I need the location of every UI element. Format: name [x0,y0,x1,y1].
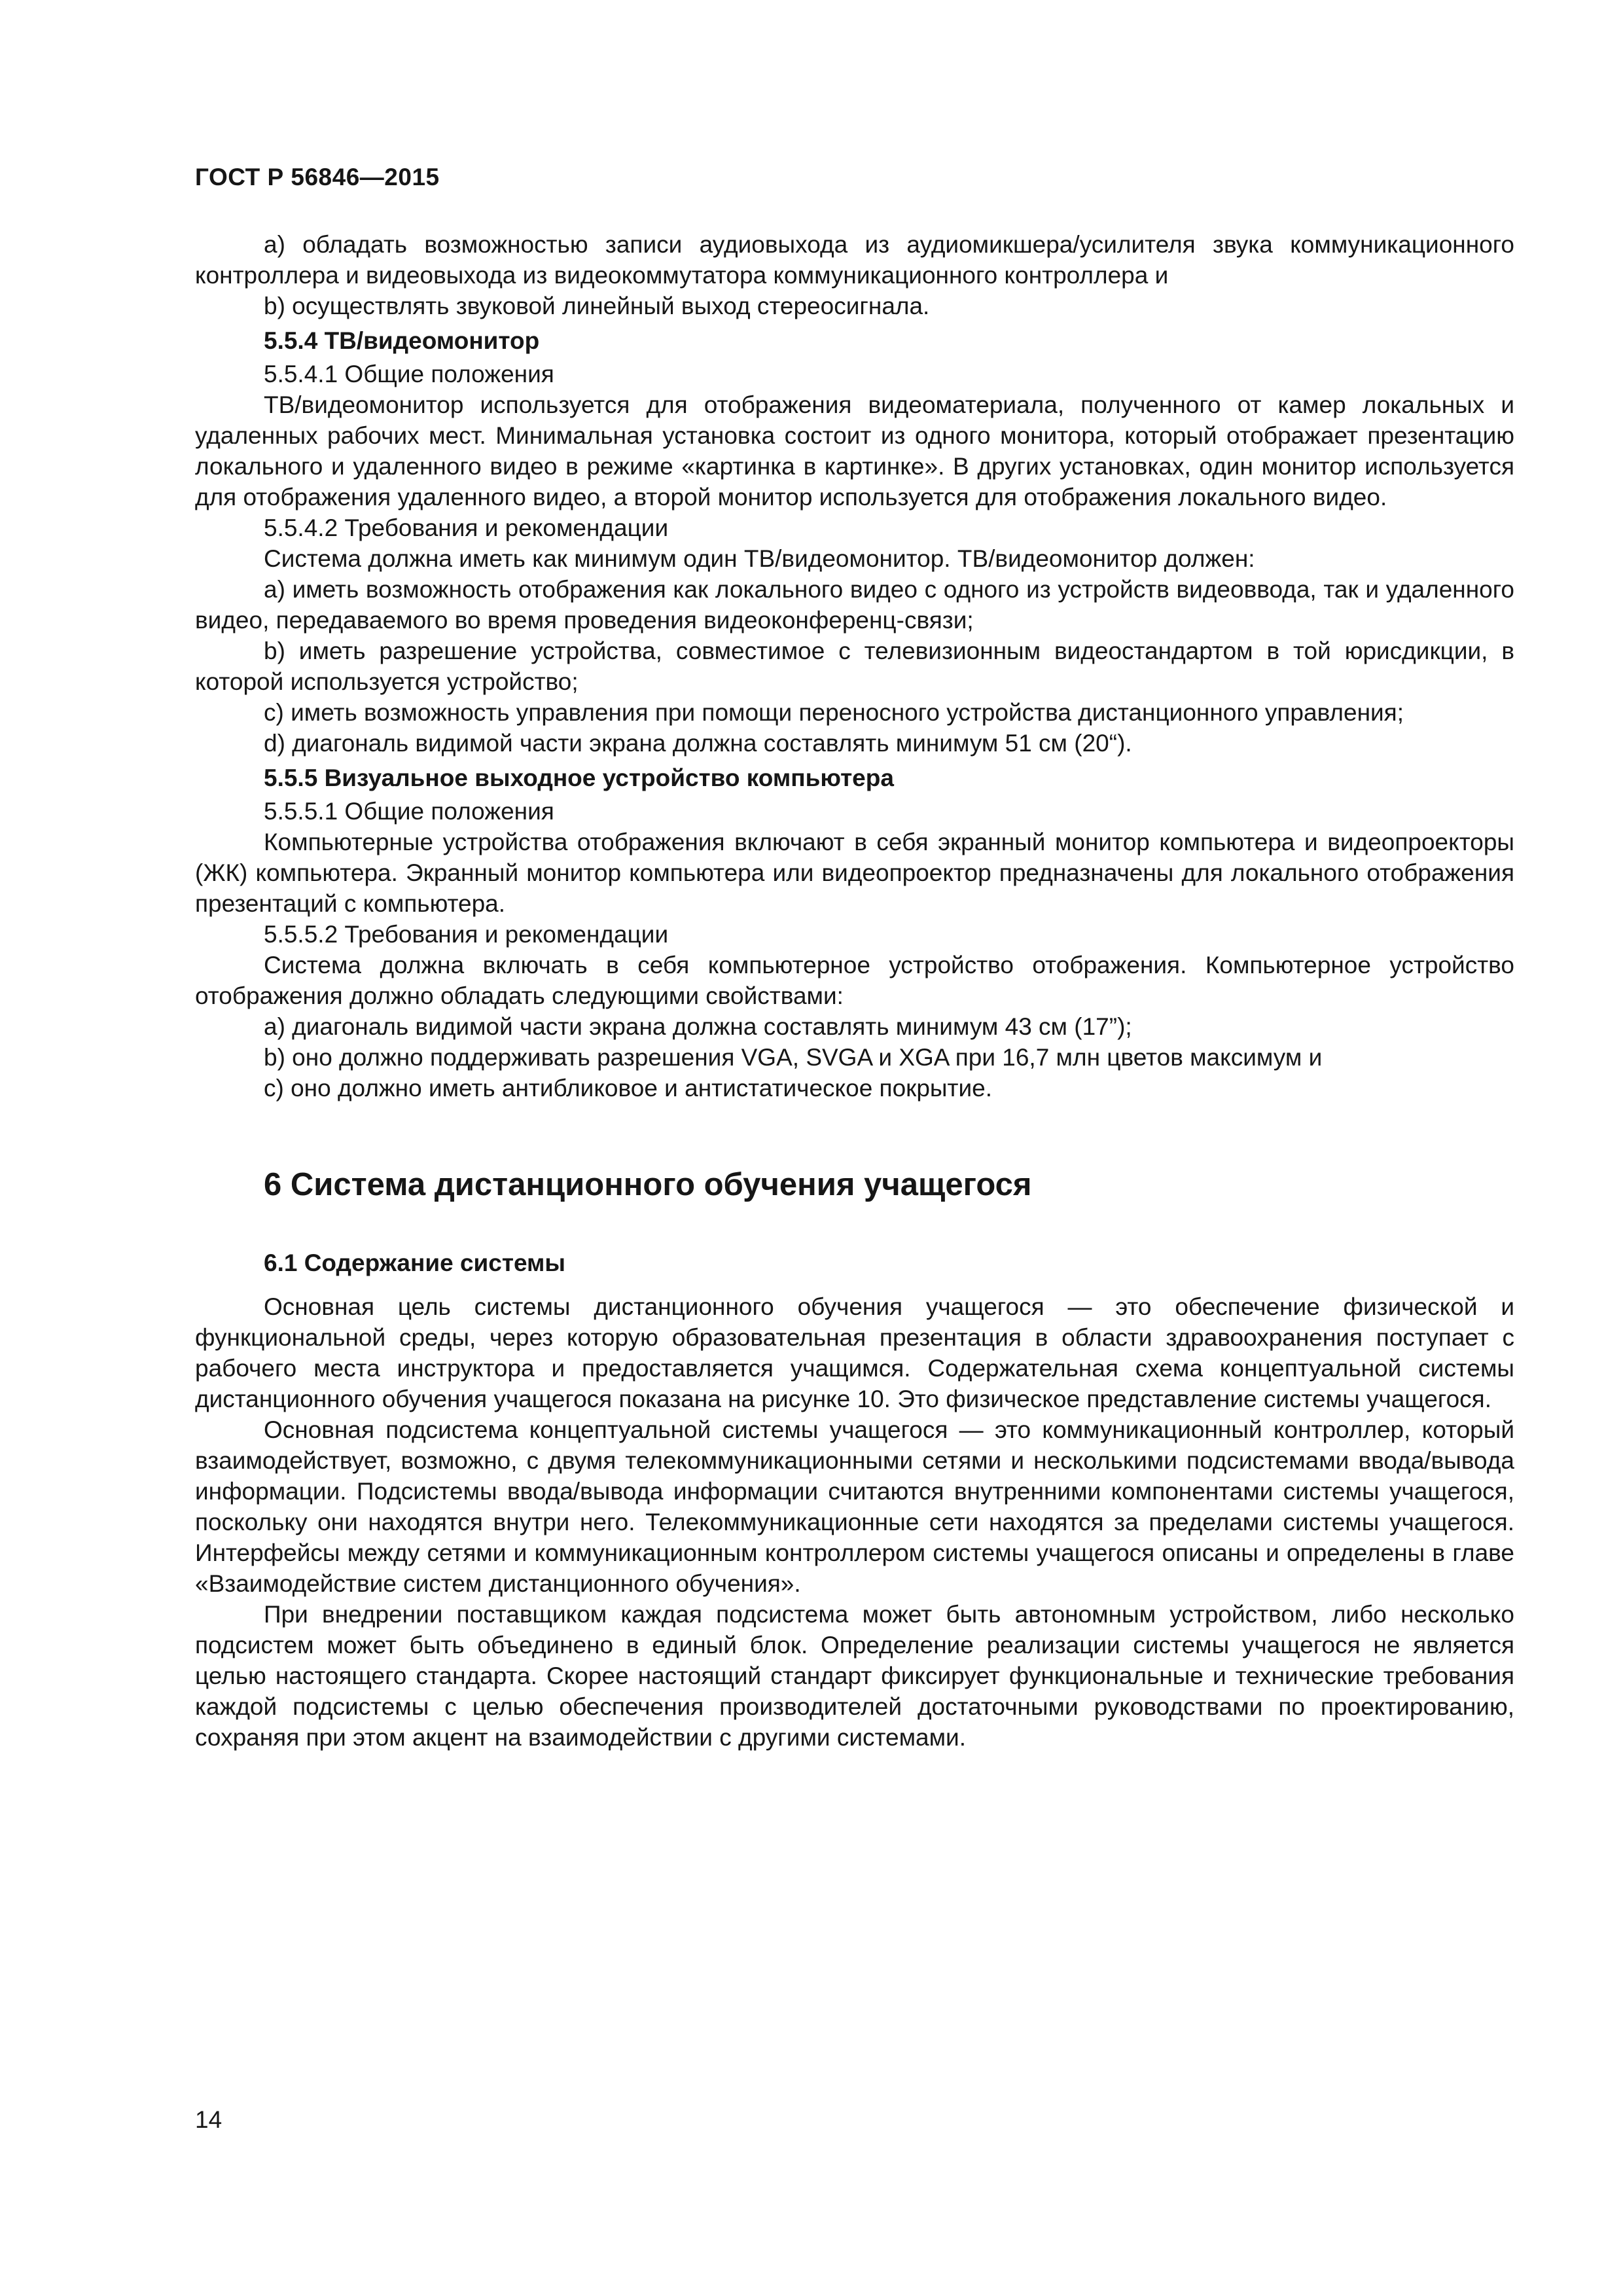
subsection-heading-5-5-5-1: 5.5.5.1 Общие положения [264,798,554,825]
paragraph: При внедрении поставщиком каждая подсистема может быть автономным устройством, либо несколько подсистем может быть объединено в единый блок. Определение реализации системы учащегося не является целью настоящего стандарта. Скорее настоящий стандарт фиксирует функциональные и технические требования каждой подсистемы с целью обеспечения производителей достаточными руководствами по проектированию, сохраняя при этом акцент на взаимодействии с другими системами. [195,1601,1514,1751]
list-item: d) диагональ видимой части экрана должна составлять минимум 51 см (20“). [264,730,1132,757]
subsection-heading-5-5-5-2: 5.5.5.2 Требования и рекомендации [264,921,669,948]
list-item: b) осуществлять звуковой линейный выход стереосигнала. [264,293,930,319]
paragraph: Основная подсистема концептуальной системы учащегося — это коммуникационный контроллер, который взаимодействует, возможно, с двумя телекоммуникационными сетями и несколькими подсистемами ввода/вывода информации. Подсистемы ввода/вывода информации считаются внутренними компонентами системы учащегося, поскольку они находятся внутри него. Телекоммуникационные сети находятся за пределами системы учащегося. Интерфейсы между сетями и коммуникационным контроллером системы учащегося описаны и определены в главе «Взаимодействие систем дистанционного обучения». [195,1416,1514,1597]
section-heading-6-1: 6.1 Содержание системы [264,1249,566,1276]
paragraph: Основная цель системы дистанционного обучения учащегося — это обеспечение физической и функциональной среды, через которую образовательная презентация в области здравоохранения поступает с рабочего места инструктора и предоставляется учащимся. Содержательная схема концептуальной системы дистанционного обучения учащегося показана на рисунке 10. Это физическое представление системы учащегося. [195,1293,1514,1412]
subsection-heading-5-5-4-2: 5.5.4.2 Требования и рекомендации [264,514,669,541]
list-item: b) иметь разрешение устройства, совместимое с телевизионным видеостандартом в той юрисдикции, в которой используется устройство; [195,637,1514,695]
chapter-heading-6: 6 Система дистанционного обучения учащегося [264,1167,1032,1202]
list-item: c) оно должно иметь антибликовое и антистатическое покрытие. [264,1075,992,1102]
subsection-heading-5-5-4-1: 5.5.4.1 Общие положения [264,361,554,387]
document-code: ГОСТ Р 56846—2015 [195,164,440,190]
document-body [195,229,1514,1753]
section-heading-5-5-5: 5.5.5 Визуальное выходное устройство компьютера [264,764,894,791]
list-item: b) оно должно поддерживать разрешения VGA, SVGA и XGA при 16,7 млн цветов максимум и [264,1044,1323,1071]
paragraph: ТВ/видеомонитор используется для отображения видеоматериала, полученного от камер локальных и удаленных рабочих мест. Минимальная установка состоит из одного монитора, который отображает презентацию локального и удаленного видео в режиме «картинка в картинке». В других установках, один монитор используется для отображения удаленного видео, а второй монитор используется для отображения локального видео. [195,391,1514,511]
list-item: а) иметь возможность отображения как локального видео с одного из устройств видеоввода, так и удаленного видео, передаваемого во время проведения видеоконференц-связи; [195,576,1514,634]
list-item: а) диагональ видимой части экрана должна составлять минимум 43 см (17”); [264,1013,1132,1040]
paragraph: Система должна включать в себя компьютерное устройство отображения. Компьютерное устройство отображения должно обладать следующими свойствами: [195,952,1514,1009]
paragraph: Система должна иметь как минимум один ТВ/видеомонитор. ТВ/видеомонитор должен: [264,545,1255,572]
list-item: а) обладать возможностью записи аудиовыхода из аудиомикшера/усилителя звука коммуникационного контроллера и видеовыхода из видеокоммутатора коммуникационного контроллера и [195,231,1514,289]
list-item: c) иметь возможность управления при помощи переносного устройства дистанционного управления; [264,699,1404,726]
section-heading-5-5-4: 5.5.4 ТВ/видеомонитор [264,327,540,354]
paragraph: Компьютерные устройства отображения включают в себя экранный монитор компьютера и видеопроекторы (ЖК) компьютера. Экранный монитор компьютера или видеопроектор предназначены для локального отображения презентаций с компьютера. [195,829,1514,917]
page-number: 14 [195,2106,223,2133]
